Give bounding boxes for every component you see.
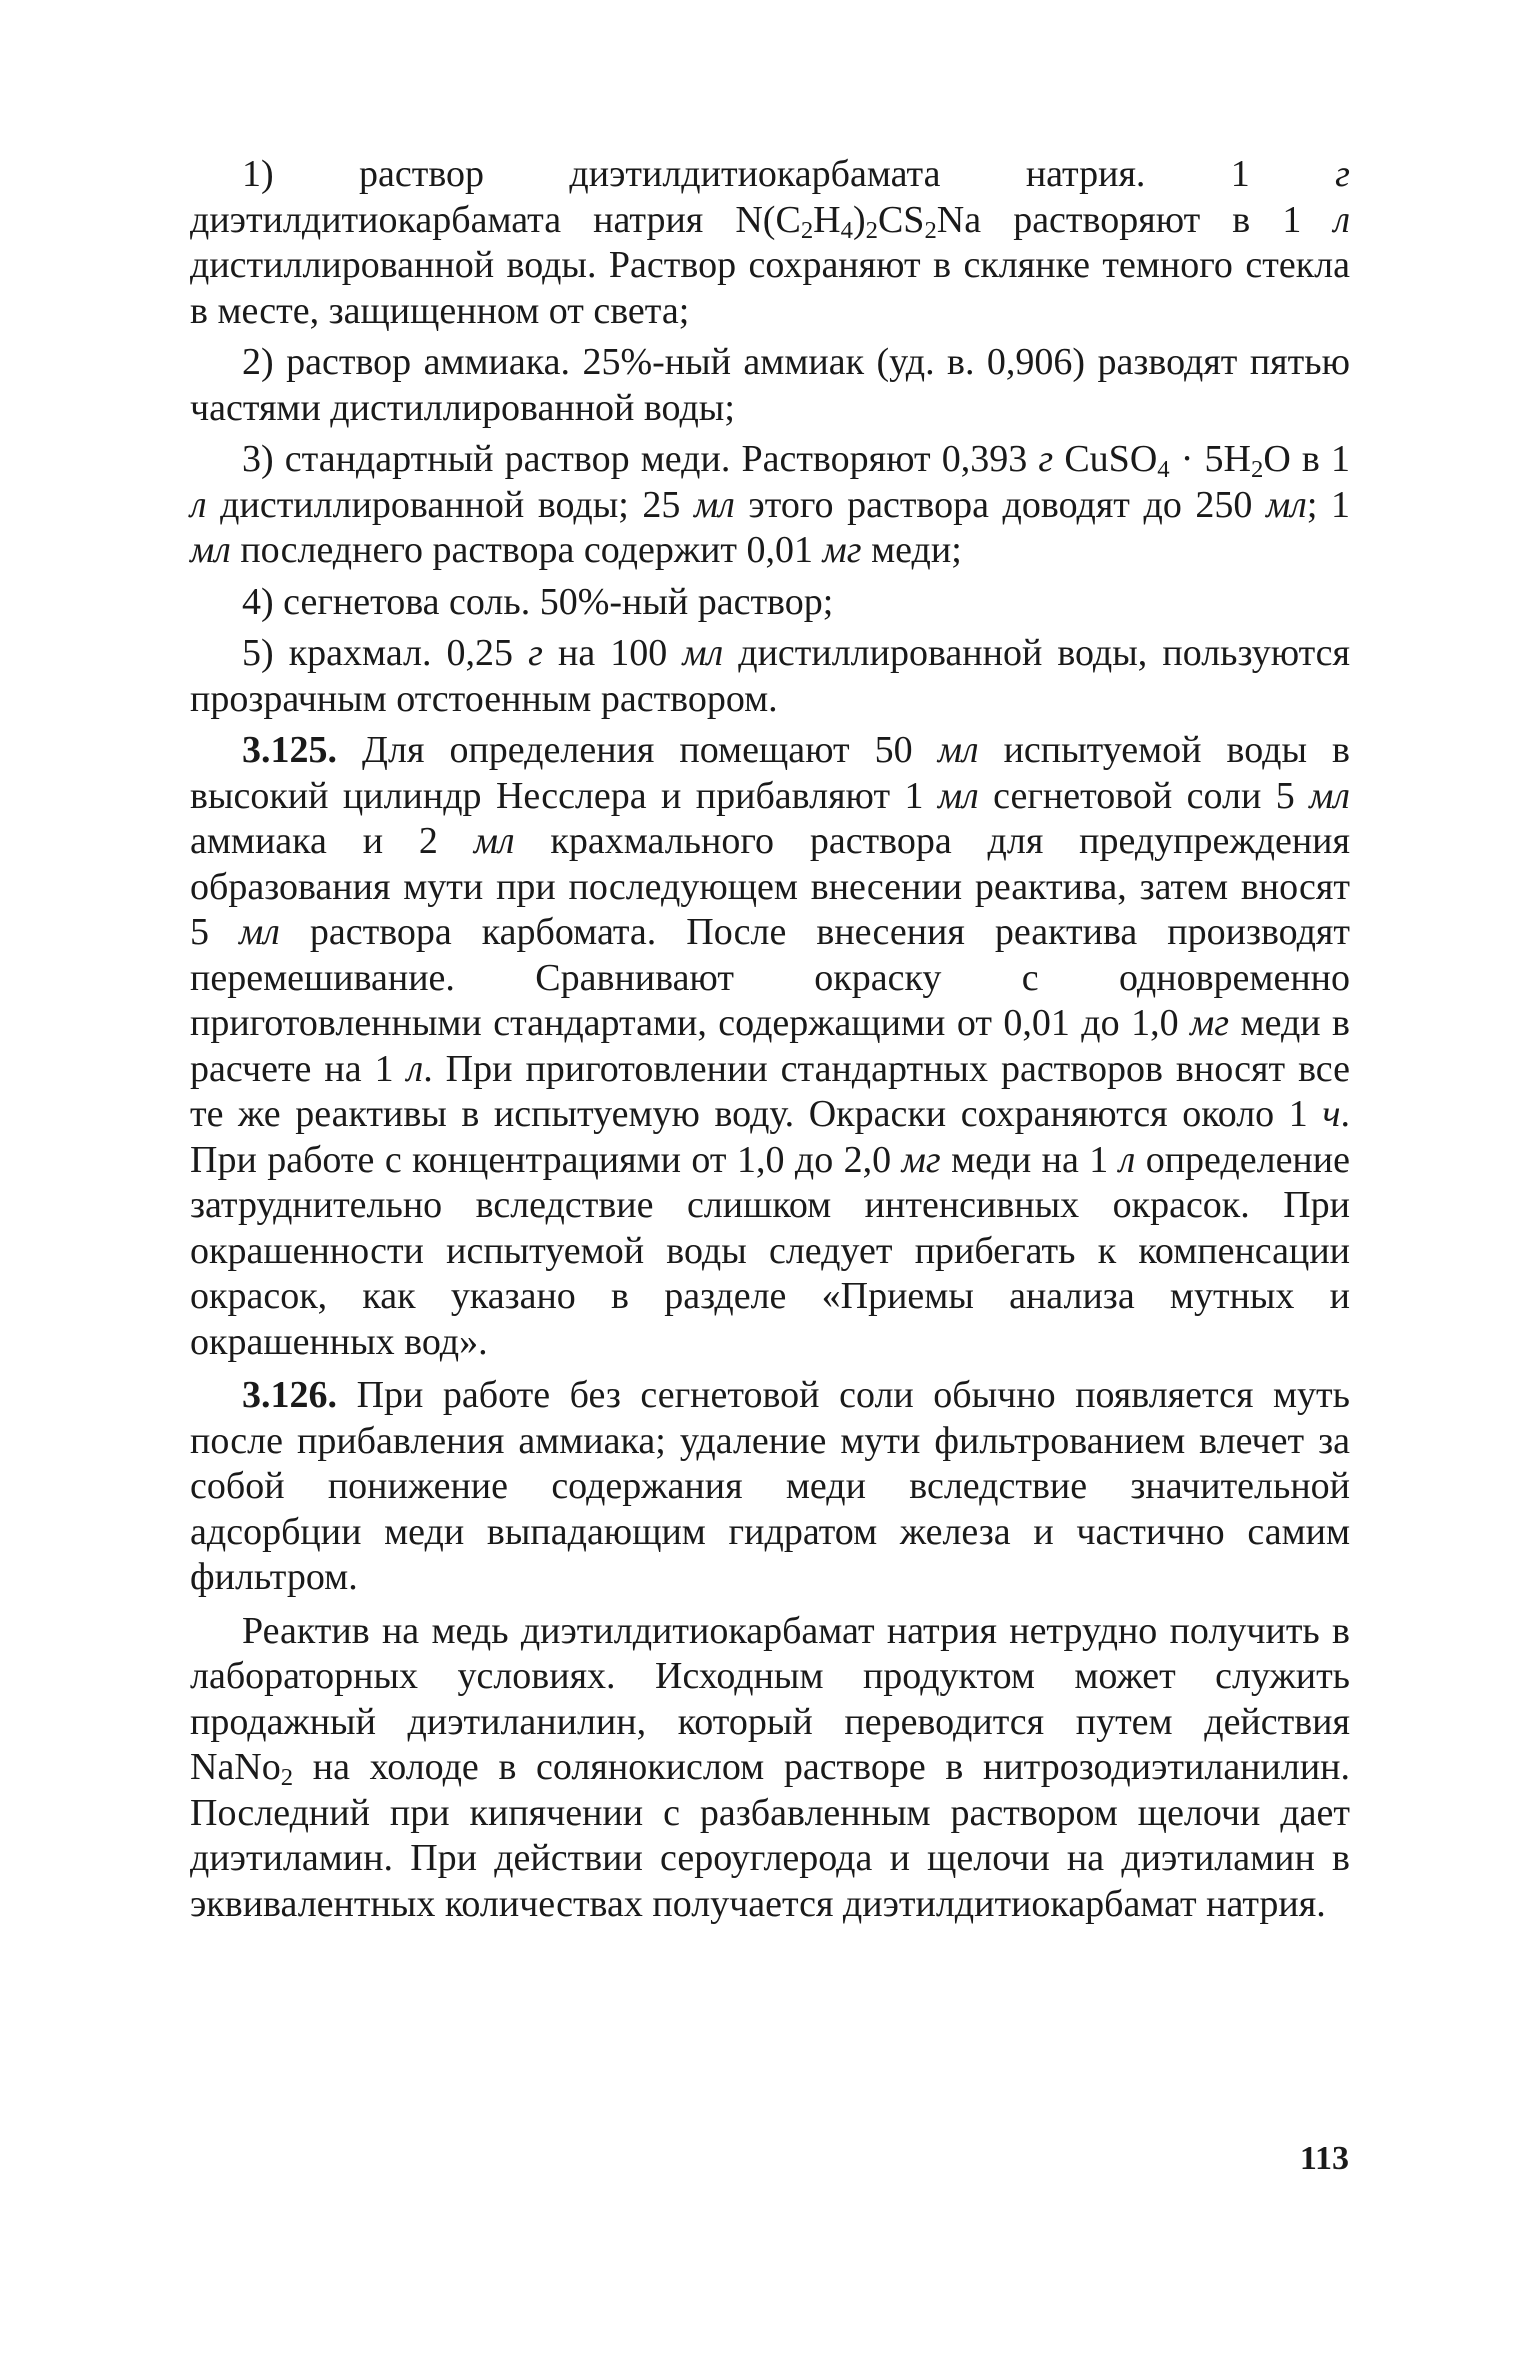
subscript: 2 <box>1250 456 1264 484</box>
text-run: на 100 <box>542 632 683 674</box>
text-run: Na растворяют в 1 <box>936 198 1334 241</box>
unit: мг <box>901 1138 941 1181</box>
text-run: последнего раствора содержит 0,01 <box>230 529 823 571</box>
list-item-5 <box>190 631 1350 722</box>
text-run: 5) крахмал. 0,25 <box>242 632 529 674</box>
unit: мл <box>190 529 231 571</box>
page-body <box>190 152 1350 1935</box>
list-item-3 <box>190 437 1350 574</box>
subscript: 2 <box>865 216 878 244</box>
text-run: аммиака и 2 <box>190 820 474 862</box>
unit: мл <box>1266 483 1307 526</box>
text-run: Для определения помещают 50 <box>337 729 938 771</box>
text-run: CS <box>877 198 925 241</box>
unit: л <box>406 1047 424 1090</box>
unit: л <box>1333 198 1351 241</box>
unit: г <box>1038 438 1054 480</box>
text-run: CuSO <box>1053 438 1158 480</box>
text-run: меди; <box>861 529 962 571</box>
list-item-1 <box>190 152 1350 334</box>
list-item-4: 4) сегнетова соль. 50%-ный раствор; <box>242 580 834 623</box>
text-run: ; 1 <box>1306 483 1350 526</box>
text-run: · 5H <box>1169 438 1251 480</box>
unit: ч <box>1322 1093 1341 1135</box>
text-run: . При работе с концентрациями от 1,0 до 2,0 <box>190 1093 1350 1181</box>
unit: мл <box>937 774 979 817</box>
text-run: на холоде в солянокислом растворе в нитрозодиэтиланилин. Последний при кипячении с разбавленным раствором щелочи дает диэтиламин. При действии сероуглерода и щелочи на диэтиламин в эквивалентных количествах получается диэтилдитиокарбамат натрия. <box>190 1746 1350 1925</box>
subscript: 4 <box>1157 456 1170 484</box>
unit: мг <box>822 529 862 571</box>
text-run: H <box>813 198 841 241</box>
final-paragraph <box>190 1609 1350 1928</box>
text-run: меди в расчете на 1 <box>190 1002 1350 1090</box>
text-run: Реактив на медь диэтилдитиокарбамат натрия нетрудно получить в лабораторных условиях. Исходным продуктом может служить продажный диэтиланилин, который переводится путем действия NaNo <box>190 1609 1350 1788</box>
section-3-125 <box>190 728 1350 1365</box>
subscript: 4 <box>840 216 853 244</box>
text-run: определение затруднительно вследствие слишком интенсивных окрасок. При окрашенности испытуемой воды следует прибегать к компенсации окрасок, как указано в разделе «Приемы анализа мутных и окрашенных вод». <box>190 1138 1350 1363</box>
section-number: 3.125. <box>242 729 337 771</box>
text-run: O в 1 <box>1263 438 1350 480</box>
text-run: этого раствора доводят до 250 <box>734 483 1267 526</box>
text-run: крахмального раствора для предупреждения образования мути при последующем внесении реактива, затем вносят 5 <box>190 820 1350 953</box>
subscript: 2 <box>280 1764 294 1792</box>
unit: л <box>1118 1138 1136 1181</box>
unit: мл <box>473 820 515 862</box>
text-run: сегнетовой соли 5 <box>978 774 1310 817</box>
text-run: 3) стандартный раствор меди. Растворяют 0,393 <box>242 438 1039 480</box>
unit: мл <box>694 483 735 526</box>
text-run: раствора карбомата. После внесения реактива производят перемешивание. Сравнивают окраску с одновременно приготовленными стандартами, содержащими от 0,01 до 1,0 <box>190 911 1350 1044</box>
unit: мл <box>937 729 979 771</box>
unit: мл <box>239 911 280 953</box>
unit: мл <box>682 632 724 674</box>
unit: мл <box>1309 774 1350 817</box>
text-run: . При приготовлении стандартных растворов вносят все те же реактивы в испытуемую воду. Окраски сохраняются около 1 <box>190 1047 1350 1135</box>
text-run: дистиллированной воды. Раствор сохраняют в склянке темного стекла в месте, защищенном от света; <box>190 244 1350 332</box>
text-run: меди на 1 <box>940 1138 1119 1181</box>
text-run: дистиллированной воды, пользуются прозрачным отстоенным раствором. <box>190 632 1351 720</box>
page-number: 113 <box>1299 2140 1349 2177</box>
unit: г <box>1335 153 1350 195</box>
unit: мг <box>1190 1002 1230 1044</box>
text-run: При работе без сегнетовой соли обычно появляется муть после прибавления аммиака; удаление мути фильтрованием влечет за собой понижение содержания меди вследствие значительной адсорбции меди выпадающим гидратом железа и частично самим фильтром. <box>190 1374 1350 1598</box>
text-run: дистиллированной воды; 25 <box>206 483 695 526</box>
text-run: 1) раствор диэтилдитиокарбамата натрия. 1 <box>242 153 1336 195</box>
text-run: диэтилдитиокарбамата натрия N(C <box>190 198 801 241</box>
list-item-2: 2) раствор аммиака. 25%-ный аммиак (уд. в. 0,906) разводят пятью частями дистиллированной воды; <box>190 341 1350 429</box>
text-run: ) <box>852 198 866 241</box>
section-3-126 <box>190 1373 1350 1601</box>
unit: л <box>190 483 207 526</box>
unit: г <box>528 632 543 674</box>
subscript: 2 <box>924 216 937 244</box>
text-run: испытуемой воды в высокий цилиндр Несслера и прибавляют 1 <box>190 729 1351 817</box>
subscript: 2 <box>800 216 814 244</box>
section-number: 3.126. <box>242 1374 337 1416</box>
